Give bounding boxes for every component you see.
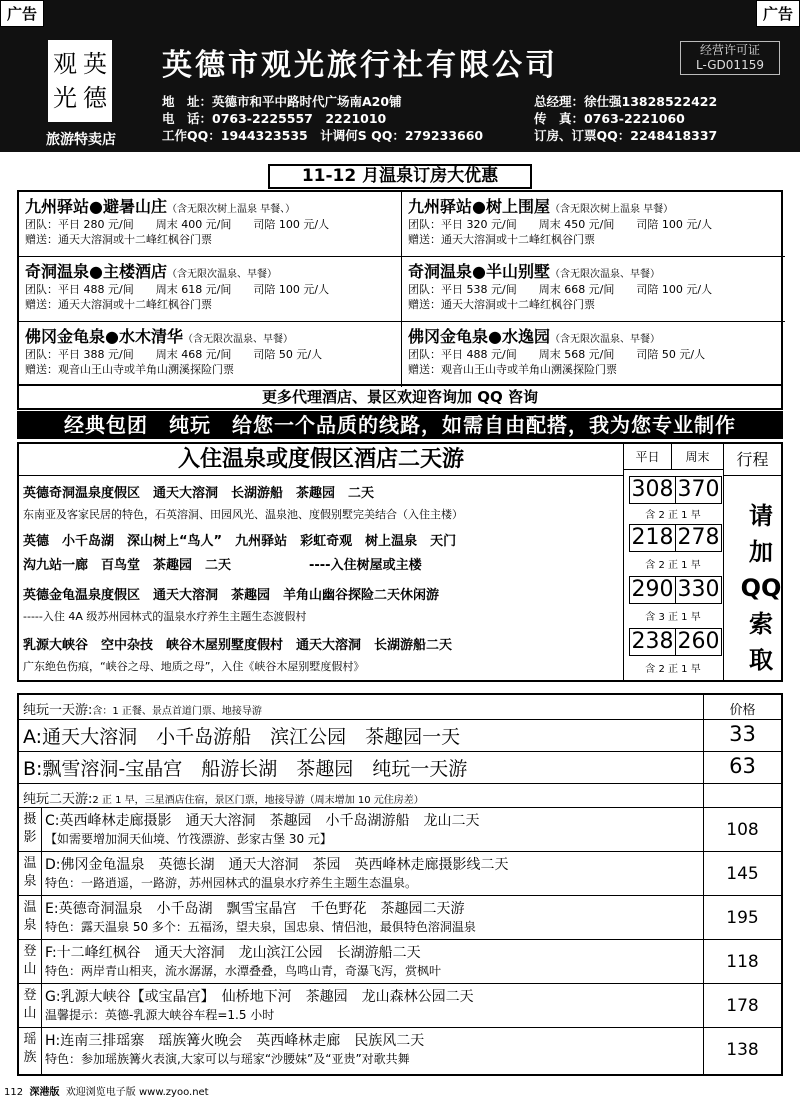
tour-d-price: 145 (726, 864, 759, 884)
category-hot-spring: 温 泉 (23, 856, 37, 889)
tour-h: H:连南三排瑶寨 瑶族篝火晚会 英西峰林走廊 民族风二天 特色：参加瑶族篝火表演,大家可以与瑶家“沙腰妹”及“亚贵”对歌共舞 (45, 1033, 425, 1066)
meal-note: 含 2 正 1 早 (645, 560, 701, 571)
tour-a: A:通天大溶洞 小千岛游船 滨江公园 茶趣园一天 (23, 726, 461, 748)
category-hot-spring: 温 泉 (23, 900, 37, 933)
ad-label-left: 广告 (0, 0, 44, 27)
more-hotels-note: 更多代理酒店、景区欢迎咨询加 QQ 咨询 (17, 386, 783, 410)
two-day-header: 纯玩二天游:2 正 1 早，三星酒店住宿，景区门票，地接导游（周末增加 10 元住房差） (23, 792, 424, 807)
tour-d: D:佛冈金龟温泉 英德长湖 通天大溶洞 茶园 英西峰林走廊摄影线二天 特色：一路逍遥，一路游，苏州园林式的温泉水疗养生主题生态温泉。 (45, 857, 509, 890)
route-desc: 东南亚及客家民居的特色，石英溶洞、田园风光、温泉池、度假别墅完美结合（入住主楼） (23, 508, 463, 521)
route-desc: 广东绝色伤痕，“峡谷之母、地质之母”，入住《峡谷木屋别墅度假村》 (23, 660, 365, 673)
tour-g: G:乳源大峡谷【或宝晶宫】 仙桥地下河 茶趣园 龙山森林公园二天 温馨提示：英德-乳源大峡谷车程=1.5 小时 (45, 989, 474, 1022)
tour-g-price: 178 (726, 996, 759, 1016)
qq-request-note: 请 加 QQ 索 取 (740, 502, 782, 674)
tour-f-price: 118 (726, 952, 759, 972)
promo-item: 奇洞温泉●主楼酒店（含无限次温泉、早餐） 团队：平日 488 元/间 周末 618 元/间 司陪 100 元/人 赠送：通天大溶洞或十二峰红枫谷门票 (19, 257, 402, 322)
page-footer (0, 1083, 800, 1100)
tour-c: C:英西峰林走廊摄影 通天大溶洞 茶趣园 小千岛湖游船 龙山二天 【如需要增加洞天仙境、竹筏漂游、彭家古堡 30 元】 (45, 813, 480, 846)
table-title: 入住温泉或度假区酒店二天游 (19, 444, 623, 476)
hotel-two-day-table (17, 442, 783, 682)
work-qq: 工作QQ：1944323535 计调何S QQ：279233660 (162, 128, 484, 143)
weekday-price: 238 (629, 628, 676, 656)
company-name: 英德市观光旅行社有限公司 (162, 48, 558, 83)
tour-price-table (17, 693, 783, 1076)
weekend-price: 370 (675, 476, 722, 504)
shop-label: 旅游特卖店 (46, 132, 116, 148)
route-desc: -----入住 4A 级苏州园林式的温泉水疗养生主题生态渡假村 (23, 610, 307, 623)
tour-e-price: 195 (726, 908, 759, 928)
route-line: 乳源大峡谷 空中杂技 峡谷木屋别墅度假村 通天大溶洞 长湖游船二天 (23, 638, 453, 653)
category-hiking: 登 山 (23, 944, 37, 977)
promo-item: 九州驿站●树上围屋（含无限次树上温泉 早餐） 团队：平日 320 元/间 周末 450 元/间 司陪 100 元/人 赠送：通天大溶洞或十二峰红枫谷门票 (402, 192, 785, 257)
tour-f: F:十二峰红枫谷 通天大溶洞 龙山滨江公园 长湖游船二天 特色：两岸青山相夹，流水潺潺，水潭叠叠，鸟鸣山青，奇瀑飞泻，赏枫叶 (45, 945, 442, 978)
promo-item: 九州驿站●避暑山庄（含无限次树上温泉 早餐、） 团队：平日 280 元/间 周末 400 元/间 司陪 100 元/人 赠送：通天大溶洞或十二峰红枫谷门票 (19, 192, 402, 257)
tour-h-price: 138 (726, 1040, 759, 1060)
weekend-price: 330 (675, 576, 722, 604)
order-qq: 订房、订票QQ：2248418337 (534, 128, 718, 143)
weekday-price: 290 (629, 576, 676, 604)
meal-note: 含 3 正 1 早 (645, 612, 701, 623)
col-route: 行程 (723, 444, 781, 476)
slogan-banner: 经典包团 纯玩 给您一个品质的线路，如需自由配搭，我为您专业制作 (17, 411, 783, 439)
tour-b-price: 63 (729, 754, 756, 778)
edition: 深港版 (29, 1087, 60, 1098)
address: 地 址：英德市和平中路时代广场南A20铺 (162, 94, 402, 109)
weekday-price: 308 (629, 476, 676, 504)
tour-a-price: 33 (729, 722, 756, 746)
promo-item: 佛冈金龟泉●水逸园（含无限次温泉、早餐） 团队：平日 488 元/间 周末 568 元/间 司陪 50 元/人 赠送：观音山王山寺或羊角山溯溪探险门票 (408, 327, 706, 376)
category-photo: 摄 影 (23, 812, 37, 845)
footer-link[interactable]: 欢迎浏览电子版 www.zyoo.net (65, 1087, 209, 1098)
promo-title: 11-12 月温泉订房大优惠 (268, 164, 532, 189)
price-header: 价格 (729, 703, 756, 718)
license-box: 经营许可证 L-GD01159 (680, 41, 780, 75)
promo-item: 佛冈金龟泉●水木清华（含无限次温泉、早餐） 团队：平日 388 元/间 周末 468 元/间 司陪 50 元/人 赠送：观音山王山寺或羊角山溯溪探险门票 (19, 322, 402, 387)
promo-item: 奇洞温泉●半山别墅（含无限次温泉、早餐） 团队：平日 538 元/间 周末 668 元/间 司陪 100 元/人 赠送：通天大溶洞或十二峰红枫谷门票 (402, 257, 785, 322)
one-day-header: 纯玩一天游:含：1 正餐、景点首道门票、地接导游 (23, 703, 262, 718)
weekday-price: 218 (629, 524, 676, 552)
route-line: 英德金龟温泉度假区 通天大溶洞 茶趣园 羊角山幽谷探险二天休闲游 (23, 588, 440, 603)
page-number: 112 (4, 1087, 24, 1098)
meal-note: 含 2 正 1 早 (645, 510, 701, 521)
weekend-price: 278 (675, 524, 722, 552)
col-weekend: 周末 (671, 444, 723, 470)
weekend-price: 260 (675, 628, 722, 656)
tour-c-price: 108 (726, 820, 759, 840)
fax: 传 真：0763-2221060 (534, 111, 685, 126)
company-logo: 观 英 光 德 (48, 40, 112, 122)
ad-label-right: 广告 (756, 0, 800, 27)
manager: 总经理：徐仕强13828522422 (534, 94, 718, 109)
route-line: 沟九站一廊 百鸟堂 茶趣园 二天 ----入住树屋或主楼 (23, 558, 422, 573)
col-weekday: 平日 (623, 444, 671, 470)
promo-grid (17, 190, 783, 386)
category-hiking: 登 山 (23, 988, 37, 1021)
tour-e: E:英德奇洞温泉 小千岛湖 飘雪宝晶宫 千色野花 茶趣园二天游 特色：露天温泉 50 多个：五福汤，望夫泉，国忠泉、情侣池，最俱特色溶洞温泉 (45, 901, 476, 934)
route-line: 英德奇洞温泉度假区 通天大溶洞 长湖游船 茶趣园 二天 (23, 486, 375, 501)
route-line: 英德 小千岛湖 深山树上“鸟人” 九州驿站 彩虹奇观 树上温泉 天门 (23, 534, 457, 549)
phone: 电 话：0763-2225557 2221010 (162, 111, 387, 126)
tour-b: B:飘雪溶洞-宝晶宫 船游长湖 茶趣园 纯玩一天游 (23, 758, 468, 780)
category-yao: 瑶 族 (23, 1032, 37, 1065)
meal-note: 含 2 正 1 早 (645, 664, 701, 675)
